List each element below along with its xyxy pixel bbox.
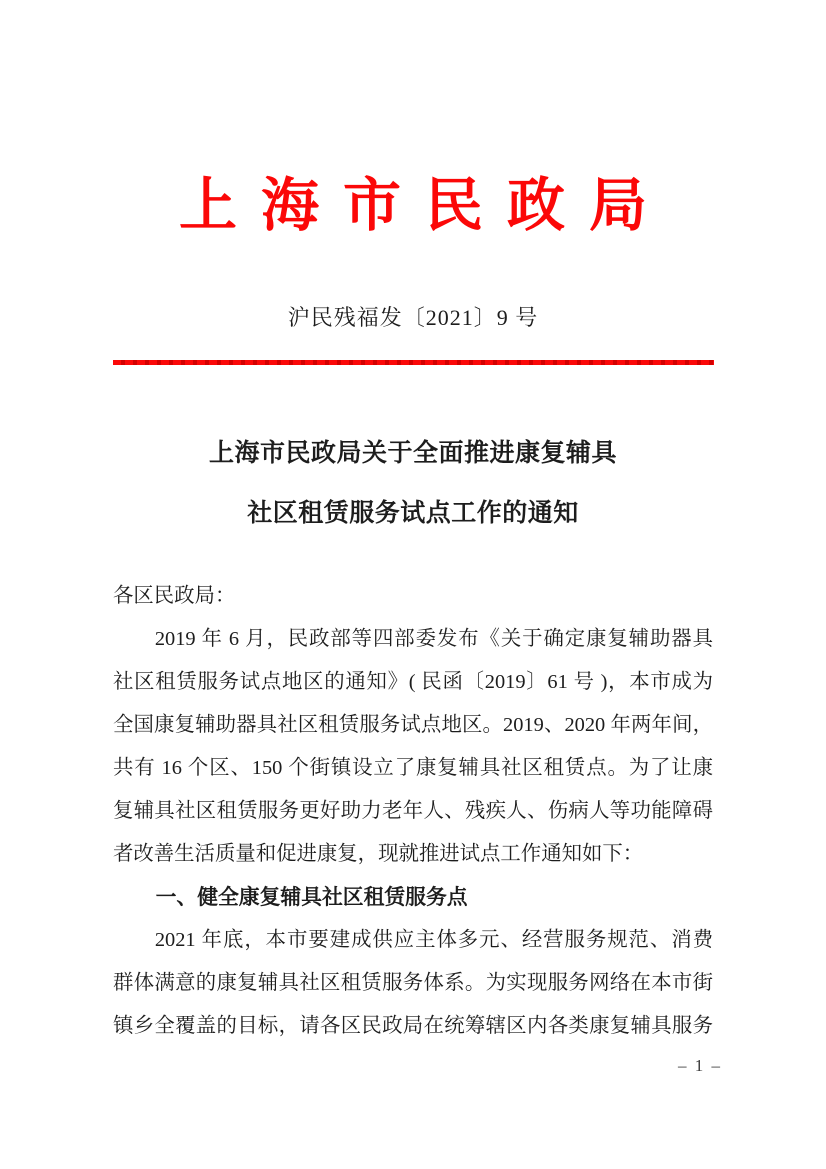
section-heading: 一、健全康复辅具社区租赁服务点: [155, 886, 468, 909]
document-title-line2: 社区租赁服务试点工作的通知: [247, 500, 579, 527]
page-number: – 1 –: [678, 1056, 722, 1075]
document-title: [0, 424, 826, 544]
document-body: [113, 575, 713, 1048]
body-line: 全国康复辅助器具社区租赁服务试点地区。2019、2020 年两年间，: [113, 714, 713, 736]
red-separator-line: [113, 360, 714, 365]
document-number: 沪民残福发〔2021〕9 号: [287, 305, 539, 330]
body-line: 者改善生活质量和促进康复，现就推进试点工作通知如下：: [113, 843, 644, 865]
body-line: 社区租赁服务试点地区的通知》( 民函〔2019〕61 号 )，本市成为: [113, 671, 713, 693]
body-line: 镇乡全覆盖的目标，请各区民政局在统筹辖区内各类康复辅具服务: [113, 1015, 713, 1037]
organization-title: 上海市民政局: [178, 173, 671, 238]
body-line: 2019 年 6 月，民政部等四部委发布《关于确定康复辅助器具: [154, 628, 713, 650]
body-line: 复辅具社区租赁服务更好助力老年人、残疾人、伤病人等功能障碍: [113, 800, 713, 822]
body-line: 共有 16 个区、150 个街镇设立了康复辅具社区租赁点。为了让康: [113, 757, 713, 779]
body-line: 2021 年底，本市要建成供应主体多元、经营服务规范、消费: [154, 929, 713, 951]
document-title-line1: 上海市民政局关于全面推进康复辅具: [208, 440, 617, 467]
body-line: 群体满意的康复辅具社区租赁服务体系。为实现服务网络在本市街: [113, 972, 713, 994]
body-line: 各区民政局：: [113, 585, 236, 607]
